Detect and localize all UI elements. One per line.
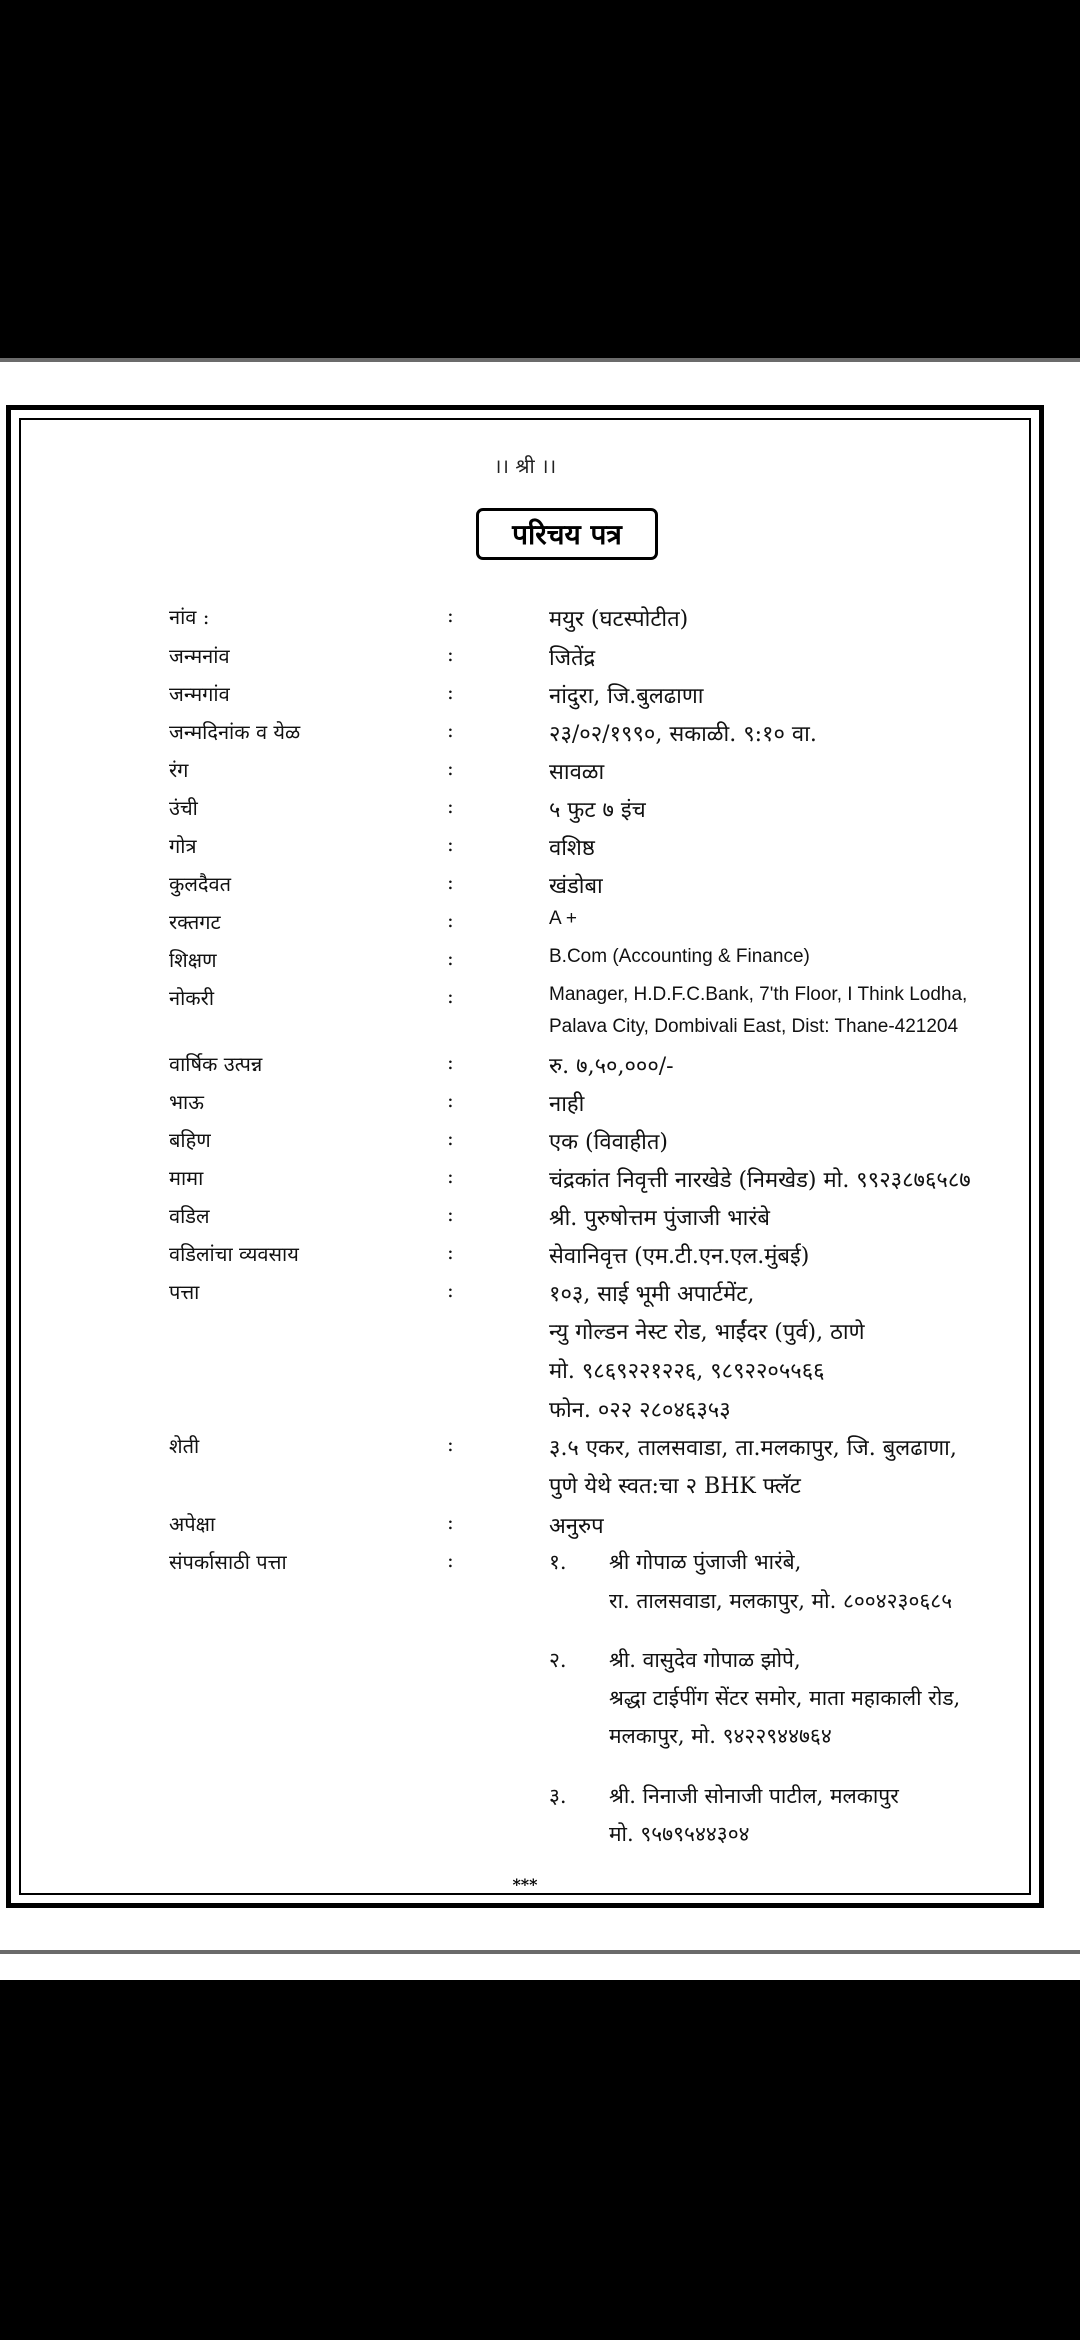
field-separator: : bbox=[447, 642, 454, 666]
field-label: वार्षिक उत्पन्न bbox=[169, 1052, 263, 1076]
contact-line: रा. तालसवाडा, मलकापुर, मो. ८००४२३०६८५ bbox=[609, 1589, 953, 1613]
contact-number: ३. bbox=[549, 1784, 567, 1808]
field-value-continuation: Palava City, Dombivali East, Dist: Thane-421204 bbox=[549, 1016, 959, 1037]
field-separator: : bbox=[447, 1240, 454, 1264]
field-label: भाऊ bbox=[169, 1090, 204, 1114]
field-label: बहिण bbox=[169, 1128, 211, 1152]
field-label: शिक्षण bbox=[169, 948, 217, 972]
field-label: संपर्कासाठी पत्ता bbox=[169, 1550, 287, 1574]
field-value: २३/०२/१९९०, सकाळी. ९:१० वा. bbox=[549, 722, 817, 747]
field-label: कुलदैवत bbox=[169, 872, 232, 896]
field-label: वडिलांचा व्यवसाय bbox=[169, 1242, 299, 1266]
biodata-document bbox=[6, 405, 1044, 1908]
field-value: वशिष्ठ bbox=[549, 836, 595, 861]
field-label: नोकरी bbox=[169, 986, 214, 1010]
field-separator: : bbox=[447, 1164, 454, 1188]
field-value: एक (विवाहीत) bbox=[549, 1130, 669, 1155]
field-value: नाही bbox=[549, 1092, 585, 1117]
contact-line: मलकापुर, मो. ९४२२९४४७६४ bbox=[609, 1724, 832, 1748]
field-label: रक्तगट bbox=[169, 910, 221, 934]
field-separator: : bbox=[447, 794, 454, 818]
bottom-black-bar bbox=[0, 1980, 1080, 2340]
contact-line: मो. ९५७९५४४३०४ bbox=[609, 1822, 750, 1846]
field-separator: : bbox=[447, 908, 454, 932]
invocation-text: ।। श्री ।। bbox=[493, 454, 557, 478]
contact-line: श्रद्धा टाईपींग सेंटर समोर, माता महाकाली रोड, bbox=[609, 1686, 961, 1710]
field-value: नांदुरा, जि.बुलढाणा bbox=[549, 684, 704, 709]
footer-stars: *** bbox=[512, 1875, 538, 1894]
field-value: १०३, साई भूमी अपार्टमेंट, bbox=[549, 1282, 755, 1307]
field-separator: : bbox=[447, 1050, 454, 1074]
field-separator: : bbox=[447, 756, 454, 780]
field-separator: : bbox=[447, 832, 454, 856]
field-separator: : bbox=[447, 1548, 454, 1572]
field-label: अपेक्षा bbox=[169, 1512, 216, 1536]
field-value: जितेंद्र bbox=[549, 646, 596, 671]
address-landline: फोन. ०२२ २८०४६३५३ bbox=[549, 1398, 731, 1423]
field-separator: : bbox=[447, 1278, 454, 1302]
address-phone-line: मो. ९८६९२२१२२६, ९८९२२०५५६६ bbox=[549, 1359, 825, 1384]
document-title: परिचय पत्र bbox=[476, 508, 658, 560]
farm-continuation: पुणे येथे स्वत:चा २ BHK फ्लॅट bbox=[549, 1474, 801, 1499]
field-value: रु. ७,५०,०००/- bbox=[549, 1054, 674, 1079]
field-separator: : bbox=[447, 1202, 454, 1226]
field-separator: : bbox=[447, 1088, 454, 1112]
contact-line: श्री गोपाळ पुंजाजी भारंबे, bbox=[609, 1550, 802, 1574]
field-label: जन्मदिनांक व येळ bbox=[169, 720, 301, 744]
contact-number: १. bbox=[549, 1550, 567, 1574]
field-value: अनुरुप bbox=[549, 1514, 604, 1539]
field-value: B.Com (Accounting & Finance) bbox=[549, 946, 810, 967]
field-label: मामा bbox=[169, 1166, 204, 1190]
field-separator: : bbox=[447, 718, 454, 742]
field-label: रंग bbox=[169, 758, 189, 782]
field-label: जन्मगांव bbox=[169, 682, 230, 706]
field-separator: : bbox=[447, 1432, 454, 1456]
contact-number: २. bbox=[549, 1648, 567, 1672]
field-label: वडिल bbox=[169, 1204, 210, 1228]
contact-line: श्री. निनाजी सोनाजी पाटील, मलकापुर bbox=[609, 1784, 899, 1808]
contact-line: श्री. वासुदेव गोपाळ झोपे, bbox=[609, 1648, 801, 1672]
field-value: खंडोबा bbox=[549, 874, 603, 899]
field-label: गोत्र bbox=[169, 834, 197, 858]
bottom-divider bbox=[0, 1950, 1080, 1954]
field-value: सावळा bbox=[549, 760, 605, 785]
field-separator: : bbox=[447, 603, 454, 627]
address-line: न्यु गोल्डन नेस्ट रोड, भाईंदर (पुर्व), ठाणे bbox=[549, 1320, 865, 1345]
field-value: Manager, H.D.F.C.Bank, 7'th Floor, I Think Lodha, bbox=[549, 984, 968, 1005]
field-separator: : bbox=[447, 680, 454, 704]
field-value: ५ फुट ७ इंच bbox=[549, 798, 646, 823]
field-value: श्री. पुरुषोत्तम पुंजाजी भारंबे bbox=[549, 1206, 770, 1231]
field-separator: : bbox=[447, 1126, 454, 1150]
field-label: पत्ता bbox=[169, 1280, 200, 1304]
field-value: ३.५ एकर, तालसवाडा, ता.मलकापुर, जि. बुलढाणा, bbox=[549, 1436, 957, 1461]
field-separator: : bbox=[447, 984, 454, 1008]
field-label: नांव : bbox=[169, 605, 210, 629]
top-black-bar bbox=[0, 0, 1080, 358]
field-label: शेती bbox=[169, 1434, 200, 1458]
field-value: चंद्रकांत निवृत्ती नारखेडे (निमखेड) मो. ९९२३८७६५८७ bbox=[549, 1168, 971, 1193]
field-separator: : bbox=[447, 870, 454, 894]
field-separator: : bbox=[447, 1510, 454, 1534]
document-inner-border bbox=[19, 418, 1031, 1895]
field-label: उंची bbox=[169, 796, 198, 820]
field-value: सेवानिवृत्त (एम.टी.एन.एल.मुंबई) bbox=[549, 1244, 810, 1269]
field-label: जन्मनांव bbox=[169, 644, 230, 668]
field-value: A + bbox=[549, 908, 577, 929]
field-value: मयुर (घटस्पोटीत) bbox=[549, 607, 689, 632]
field-separator: : bbox=[447, 946, 454, 970]
